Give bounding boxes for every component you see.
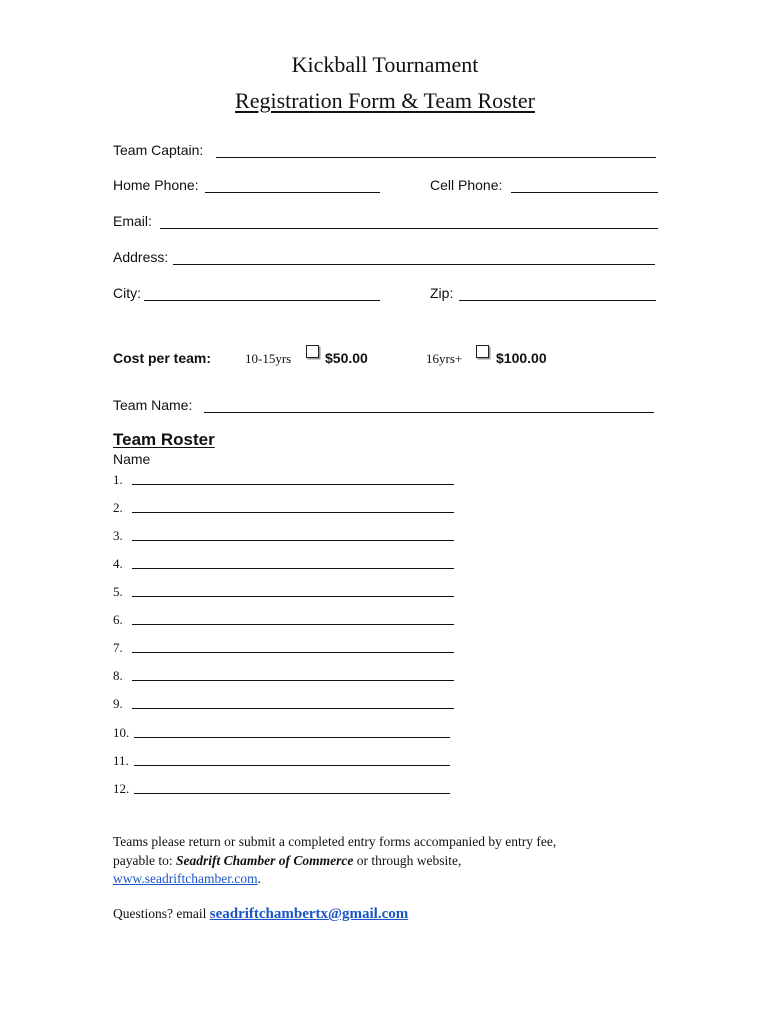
roster-number: 7. xyxy=(113,640,123,655)
roster-player-field[interactable] xyxy=(132,708,454,709)
team-captain-label: Team Captain: xyxy=(113,142,204,158)
roster-number: 12. xyxy=(113,781,130,796)
team-captain-field[interactable] xyxy=(216,157,656,158)
adult-checkbox[interactable] xyxy=(476,345,489,358)
instructions-line-2 xyxy=(113,851,461,870)
website-link[interactable]: www.seadriftchamber.com xyxy=(113,871,258,886)
roster-number: 9. xyxy=(113,696,123,711)
city-label: City: xyxy=(113,285,141,301)
age-option-adult: 16yrs+ xyxy=(426,351,463,366)
roster-player-field[interactable] xyxy=(132,596,454,597)
payable-suffix: or through website, xyxy=(353,853,462,868)
roster-number: 8. xyxy=(113,668,123,683)
roster-number: 3. xyxy=(113,528,123,543)
roster-number: 4. xyxy=(113,556,123,571)
roster-player-field[interactable] xyxy=(134,737,450,738)
age-option-youth: 10-15yrs xyxy=(245,351,292,366)
roster-player-field[interactable] xyxy=(132,624,454,625)
roster-player-field[interactable] xyxy=(134,793,450,794)
roster-number: 1. xyxy=(113,472,123,487)
website-suffix: . xyxy=(257,871,261,886)
team-name-field[interactable] xyxy=(204,412,654,413)
roster-number: 6. xyxy=(113,612,123,627)
roster-number: 2. xyxy=(113,500,123,515)
email-field[interactable] xyxy=(160,228,658,229)
roster-number: 10. xyxy=(113,725,130,740)
cell-phone-label: Cell Phone: xyxy=(430,177,503,193)
address-label: Address: xyxy=(113,249,169,265)
roster-player-field[interactable] xyxy=(132,512,454,513)
roster-player-field[interactable] xyxy=(134,765,450,766)
roster-player-field[interactable] xyxy=(132,680,454,681)
name-column-heading: Name xyxy=(113,451,151,467)
questions-line xyxy=(113,904,408,924)
address-field[interactable] xyxy=(173,264,655,265)
team-name-label: Team Name: xyxy=(113,397,193,413)
instructions-line-3 xyxy=(113,869,261,888)
youth-checkbox[interactable] xyxy=(306,345,319,358)
roster-number: 5. xyxy=(113,584,123,599)
instructions-line-1: Teams please return or submit a completed entry forms accompanied by entry fee, xyxy=(113,834,557,849)
zip-label: Zip: xyxy=(430,285,454,301)
city-field[interactable] xyxy=(144,300,380,301)
roster-player-field[interactable] xyxy=(132,540,454,541)
home-phone-field[interactable] xyxy=(205,192,380,193)
form-title: Kickball Tournament xyxy=(291,52,479,77)
roster-player-field[interactable] xyxy=(132,652,454,653)
form-subtitle xyxy=(0,88,770,114)
payee-name: Seadrift Chamber of Commerce xyxy=(175,853,354,868)
home-phone-label: Home Phone: xyxy=(113,177,199,193)
roster-number: 11. xyxy=(113,753,129,768)
zip-field[interactable] xyxy=(459,300,656,301)
team-roster-heading: Team Roster xyxy=(113,430,215,449)
contact-email-link[interactable]: seadriftchambertx@gmail.com xyxy=(209,906,409,922)
cell-phone-field[interactable] xyxy=(511,192,658,193)
questions-prefix: Questions? email xyxy=(113,906,210,921)
price-youth: $50.00 xyxy=(325,350,368,366)
cost-per-team-label: Cost per team: xyxy=(113,350,212,366)
payable-prefix: payable to: xyxy=(113,853,176,868)
roster-player-field[interactable] xyxy=(132,568,454,569)
email-label: Email: xyxy=(113,213,152,229)
form-subtitle-text: Registration Form & Team Roster xyxy=(235,88,535,113)
roster-player-field[interactable] xyxy=(132,484,454,485)
price-adult: $100.00 xyxy=(496,350,547,366)
